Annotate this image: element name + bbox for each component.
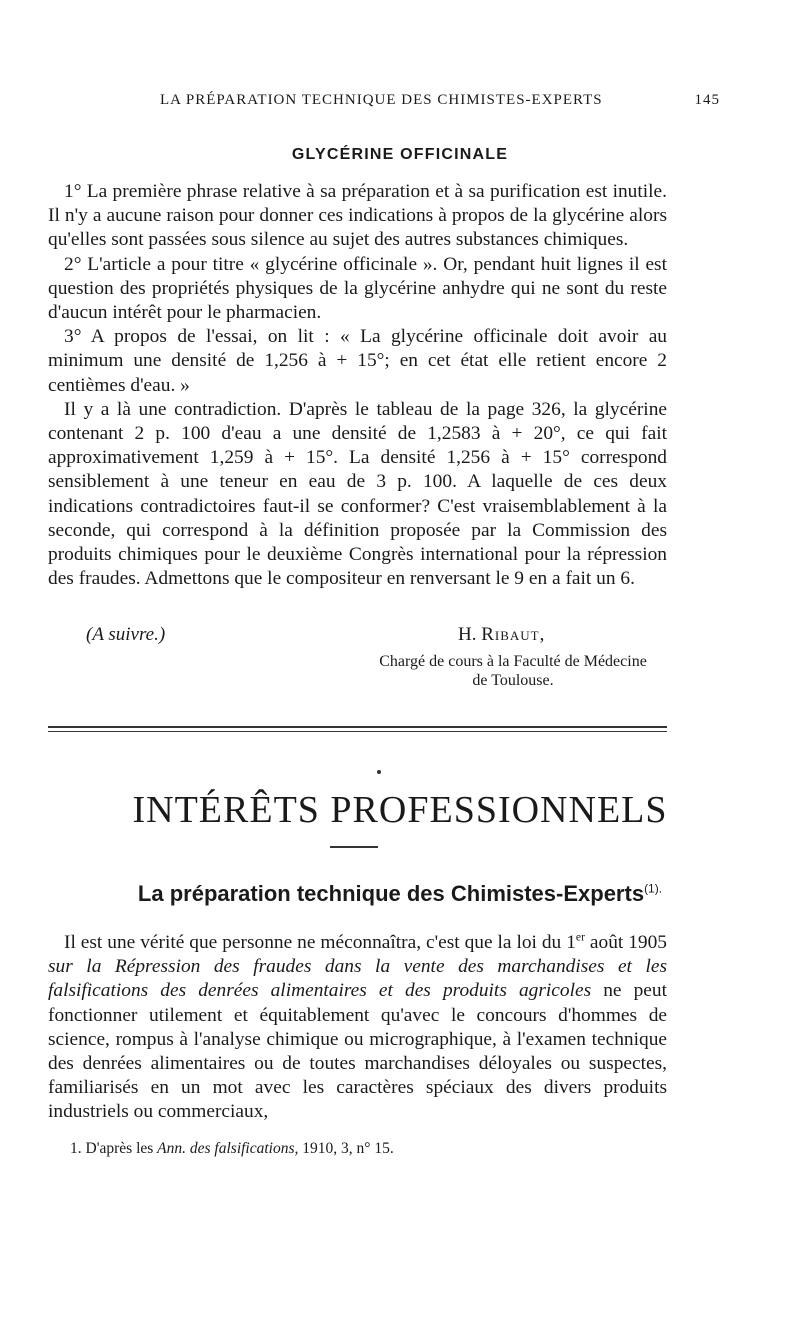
article-paragraph	[48, 931, 667, 1125]
affiliation-line-2: de Toulouse.	[472, 672, 554, 689]
author-affiliation	[353, 652, 673, 690]
author-initial: H.	[458, 624, 477, 645]
author-name	[458, 624, 545, 646]
paragraph-1: 1° La première phrase relative à sa préparation et à sa purification est inutile. Il n'y a aucune raison pour donner ces indications à propos de la glycérine alors qu'elles sont passées sous silence au sujet des autres substances chimiques.	[48, 181, 667, 251]
article-paragraph-end: ne peut fonctionner utilement et équitablement qu'avec le concours d'hommes de science, rompus à l'analyse chimique ou micrographique, à l'examen technique des denrées alimentaires ou de toutes marchandises déloyales ou suspectes, familiarisés en un mot avec les caractères spéciaux des divers produits industriels ou commerciaux,	[48, 980, 667, 1123]
affiliation-line-1: Chargé de cours à la Faculté de Médecine	[379, 653, 647, 670]
footnote-journal: Ann. des falsifications,	[157, 1140, 299, 1157]
article-paragraph-start: Il est une vérité que personne ne méconnaîtra, c'est que la loi du	[64, 932, 562, 953]
law-title: sur la Répression des fraudes dans la vente des marchandises et les falsifications des denrées alimentaires et des produits agricoles	[48, 956, 667, 1002]
page-number: 145	[694, 92, 720, 108]
article-body	[48, 931, 667, 1125]
paragraph-3: 3° A propos de l'essai, on lit : « La glycérine officinale doit avoir au minimum une densité de 1,256 à + 15°; en cet état elle retient encore 2 centièmes d'eau. »	[48, 326, 667, 396]
footnote	[70, 1140, 394, 1158]
law-date-ordinal: 1	[566, 932, 576, 953]
law-date-sup: er	[575, 930, 585, 944]
author-surname: Ribaut,	[481, 624, 546, 645]
article-title	[0, 881, 800, 907]
double-rule-divider	[48, 726, 667, 732]
section-heading: GLYCÉRINE OFFICINALE	[291, 146, 509, 163]
short-rule-divider	[330, 846, 378, 848]
to-follow-note: (A suivre.)	[86, 624, 166, 645]
paragraph-2: 2° L'article a pour titre « glycérine officinale ». Or, pendant huit lignes il est question des propriétés physiques de la glycérine anhydre qui ne sont du reste d'aucun intérêt pour le pharmacien.	[48, 253, 667, 324]
law-date-rest: août 1905	[584, 932, 667, 953]
paragraph-4: Il y a là une contradiction. D'après le tableau de la page 326, la glycérine contenant 2 p. 100 d'eau a une densité de 1,2583 à + 20°, ce qui fait approximativement 1,259 à + 15°. La densité 1,256 à + 15° correspond sensiblement à une teneur en eau de 3 p. 100. A laquelle de ces deux indications contradictoires faut-il se conformer? C'est vraisemblablement à la seconde, qui correspond à la définition proposée par la Commission des produits chimiques pour le deuxième Congrès international pour la répression des fraudes. Admettons que le compositeur en renversant le 9 en a fait un 6.	[48, 398, 667, 590]
main-heading: INTÉRÊTS PROFESSIONNELS	[132, 789, 668, 831]
running-head-title: LA PRÉPARATION TECHNIQUE DES CHIMISTES-EXPERTS	[160, 92, 603, 108]
ornament-dot	[377, 770, 381, 774]
signature-block	[48, 624, 667, 694]
footnote-text-after: 1910, 3, n° 15.	[302, 1140, 394, 1157]
footnote-ref: (1).	[644, 881, 663, 896]
section-body	[48, 180, 667, 591]
footnote-number: 1.	[70, 1140, 82, 1157]
footnote-text-before: D'après les	[85, 1140, 154, 1157]
article-title-text: La préparation technique des Chimistes-Experts	[137, 881, 645, 906]
